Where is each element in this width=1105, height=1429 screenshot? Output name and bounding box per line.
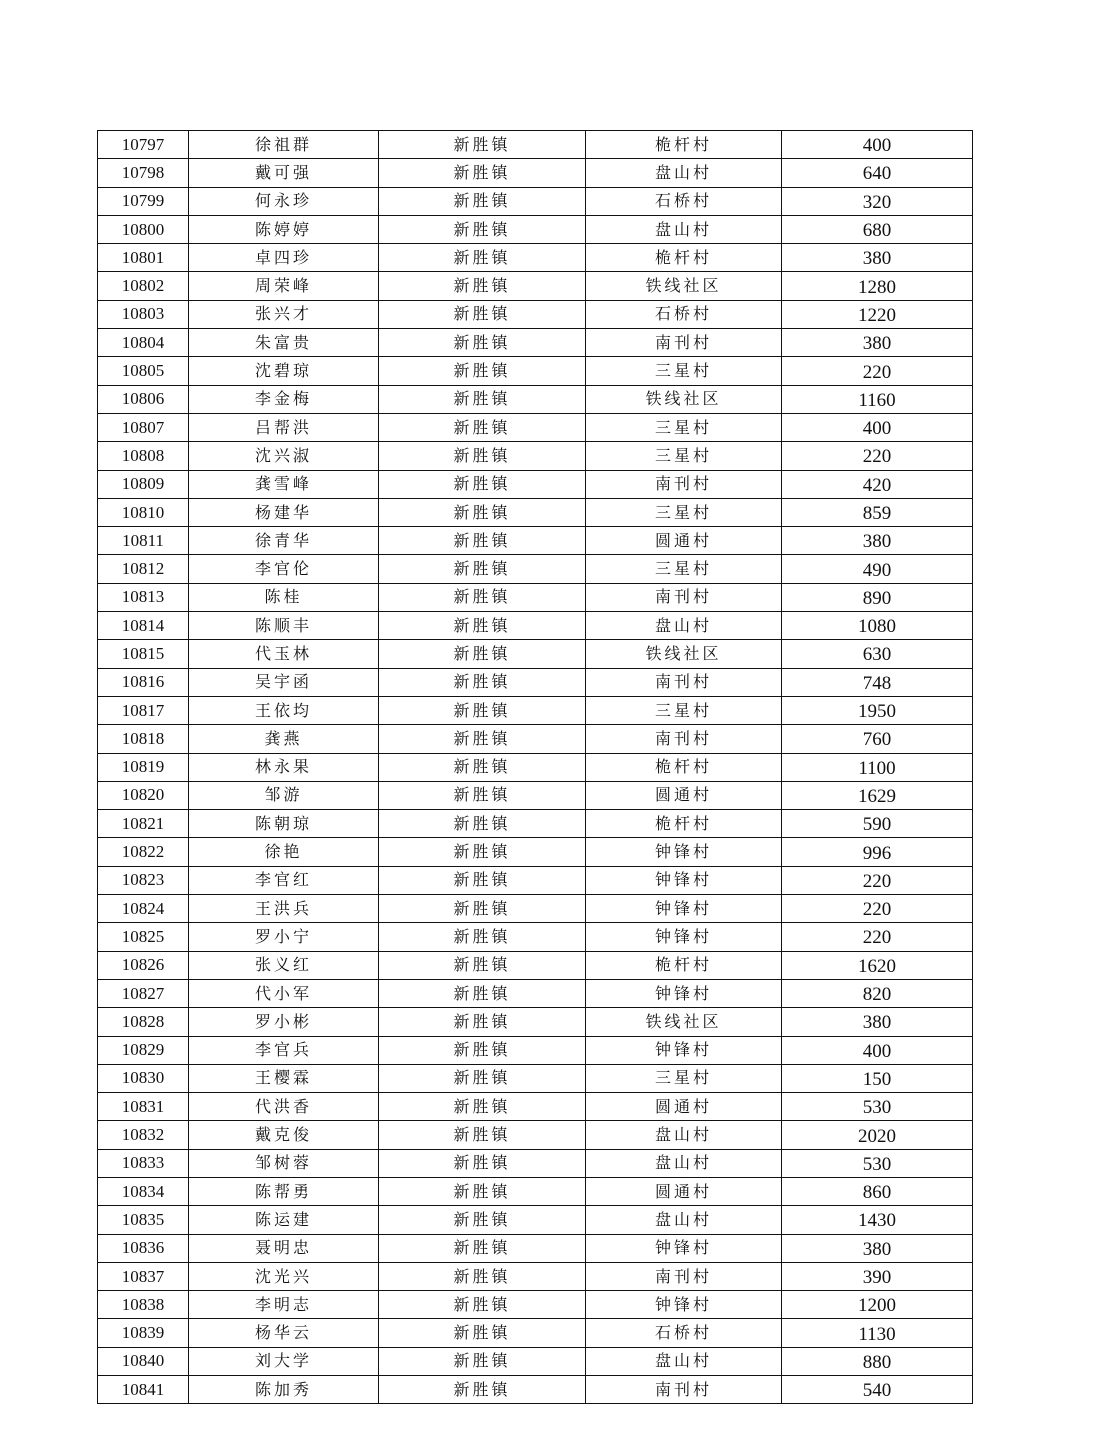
amount-cell: 530 <box>782 1093 973 1121</box>
table-row <box>98 442 973 470</box>
serial-number-cell: 10825 <box>98 923 189 951</box>
serial-number-cell: 10833 <box>98 1149 189 1177</box>
serial-number-cell: 10828 <box>98 1008 189 1036</box>
serial-number-cell: 10797 <box>98 131 189 159</box>
serial-number-cell: 10819 <box>98 753 189 781</box>
amount-cell: 1160 <box>782 385 973 413</box>
village-cell: 南刊村 <box>586 1262 782 1290</box>
table-row <box>98 1319 973 1347</box>
name-cell: 罗小彬 <box>189 1008 379 1036</box>
name-cell: 戴克俊 <box>189 1121 379 1149</box>
town-cell: 新胜镇 <box>379 1206 586 1234</box>
serial-number-cell: 10821 <box>98 810 189 838</box>
village-cell: 桅杆村 <box>586 951 782 979</box>
name-cell: 代玉林 <box>189 640 379 668</box>
serial-number-cell: 10836 <box>98 1234 189 1262</box>
amount-cell: 1200 <box>782 1291 973 1319</box>
table-row <box>98 159 973 187</box>
village-cell: 盘山村 <box>586 1149 782 1177</box>
table-row <box>98 357 973 385</box>
village-cell: 圆通村 <box>586 781 782 809</box>
town-cell: 新胜镇 <box>379 781 586 809</box>
amount-cell: 1280 <box>782 272 973 300</box>
serial-number-cell: 10802 <box>98 272 189 300</box>
village-cell: 盘山村 <box>586 612 782 640</box>
village-cell: 南刊村 <box>586 1376 782 1404</box>
table-row <box>98 725 973 753</box>
village-cell: 桅杆村 <box>586 244 782 272</box>
amount-cell: 1430 <box>782 1206 973 1234</box>
village-cell: 铁线社区 <box>586 385 782 413</box>
table-row <box>98 583 973 611</box>
town-cell: 新胜镇 <box>379 215 586 243</box>
village-cell: 铁线社区 <box>586 640 782 668</box>
village-cell: 南刊村 <box>586 725 782 753</box>
town-cell: 新胜镇 <box>379 1036 586 1064</box>
village-cell: 圆通村 <box>586 1177 782 1205</box>
table-row <box>98 300 973 328</box>
amount-cell: 540 <box>782 1376 973 1404</box>
amount-cell: 380 <box>782 1008 973 1036</box>
name-cell: 聂明忠 <box>189 1234 379 1262</box>
table-row <box>98 1347 973 1375</box>
amount-cell: 220 <box>782 442 973 470</box>
serial-number-cell: 10809 <box>98 470 189 498</box>
amount-cell: 1080 <box>782 612 973 640</box>
town-cell: 新胜镇 <box>379 498 586 526</box>
name-cell: 代洪香 <box>189 1093 379 1121</box>
serial-number-cell: 10839 <box>98 1319 189 1347</box>
serial-number-cell: 10823 <box>98 866 189 894</box>
amount-cell: 220 <box>782 895 973 923</box>
name-cell: 吕帮洪 <box>189 413 379 441</box>
amount-cell: 590 <box>782 810 973 838</box>
table-row <box>98 838 973 866</box>
village-cell: 桅杆村 <box>586 131 782 159</box>
table-row <box>98 1234 973 1262</box>
name-cell: 陈朝琼 <box>189 810 379 838</box>
serial-number-cell: 10807 <box>98 413 189 441</box>
table-row <box>98 470 973 498</box>
name-cell: 王樱霖 <box>189 1064 379 1092</box>
town-cell: 新胜镇 <box>379 272 586 300</box>
name-cell: 卓四珍 <box>189 244 379 272</box>
table-row <box>98 1376 973 1404</box>
table-row <box>98 527 973 555</box>
serial-number-cell: 10799 <box>98 187 189 215</box>
amount-cell: 880 <box>782 1347 973 1375</box>
table-row <box>98 1291 973 1319</box>
table-row <box>98 1064 973 1092</box>
village-cell: 铁线社区 <box>586 1008 782 1036</box>
serial-number-cell: 10820 <box>98 781 189 809</box>
name-cell: 张义红 <box>189 951 379 979</box>
amount-cell: 890 <box>782 583 973 611</box>
town-cell: 新胜镇 <box>379 1347 586 1375</box>
serial-number-cell: 10822 <box>98 838 189 866</box>
amount-cell: 630 <box>782 640 973 668</box>
village-cell: 钟锋村 <box>586 1291 782 1319</box>
name-cell: 吴宇函 <box>189 668 379 696</box>
amount-cell: 530 <box>782 1149 973 1177</box>
serial-number-cell: 10832 <box>98 1121 189 1149</box>
amount-cell: 748 <box>782 668 973 696</box>
village-cell: 南刊村 <box>586 583 782 611</box>
town-cell: 新胜镇 <box>379 640 586 668</box>
name-cell: 陈帮勇 <box>189 1177 379 1205</box>
amount-cell: 996 <box>782 838 973 866</box>
name-cell: 李明志 <box>189 1291 379 1319</box>
serial-number-cell: 10811 <box>98 527 189 555</box>
amount-cell: 320 <box>782 187 973 215</box>
town-cell: 新胜镇 <box>379 1064 586 1092</box>
amount-cell: 760 <box>782 725 973 753</box>
amount-cell: 380 <box>782 244 973 272</box>
table-row <box>98 1121 973 1149</box>
town-cell: 新胜镇 <box>379 923 586 951</box>
amount-cell: 400 <box>782 1036 973 1064</box>
village-cell: 盘山村 <box>586 215 782 243</box>
table-row <box>98 781 973 809</box>
town-cell: 新胜镇 <box>379 300 586 328</box>
table-row <box>98 1262 973 1290</box>
table-row <box>98 1093 973 1121</box>
village-cell: 钟锋村 <box>586 895 782 923</box>
table-row <box>98 612 973 640</box>
serial-number-cell: 10840 <box>98 1347 189 1375</box>
town-cell: 新胜镇 <box>379 696 586 724</box>
serial-number-cell: 10830 <box>98 1064 189 1092</box>
town-cell: 新胜镇 <box>379 951 586 979</box>
village-cell: 钟锋村 <box>586 1036 782 1064</box>
name-cell: 龚燕 <box>189 725 379 753</box>
table-row <box>98 187 973 215</box>
name-cell: 王洪兵 <box>189 895 379 923</box>
name-cell: 陈桂 <box>189 583 379 611</box>
serial-number-cell: 10814 <box>98 612 189 640</box>
village-cell: 盘山村 <box>586 1121 782 1149</box>
village-cell: 南刊村 <box>586 470 782 498</box>
town-cell: 新胜镇 <box>379 413 586 441</box>
serial-number-cell: 10812 <box>98 555 189 583</box>
village-cell: 南刊村 <box>586 329 782 357</box>
name-cell: 徐艳 <box>189 838 379 866</box>
table-row <box>98 866 973 894</box>
town-cell: 新胜镇 <box>379 895 586 923</box>
serial-number-cell: 10818 <box>98 725 189 753</box>
town-cell: 新胜镇 <box>379 1234 586 1262</box>
table-row <box>98 1149 973 1177</box>
name-cell: 徐祖群 <box>189 131 379 159</box>
amount-cell: 220 <box>782 866 973 894</box>
town-cell: 新胜镇 <box>379 187 586 215</box>
table-row <box>98 272 973 300</box>
village-cell: 石桥村 <box>586 300 782 328</box>
name-cell: 龚雪峰 <box>189 470 379 498</box>
village-cell: 石桥村 <box>586 1319 782 1347</box>
serial-number-cell: 10817 <box>98 696 189 724</box>
village-cell: 三星村 <box>586 357 782 385</box>
name-cell: 陈顺丰 <box>189 612 379 640</box>
town-cell: 新胜镇 <box>379 385 586 413</box>
table-row <box>98 951 973 979</box>
table-row <box>98 1177 973 1205</box>
amount-cell: 820 <box>782 979 973 1007</box>
amount-cell: 380 <box>782 329 973 357</box>
table-row <box>98 498 973 526</box>
name-cell: 陈加秀 <box>189 1376 379 1404</box>
serial-number-cell: 10810 <box>98 498 189 526</box>
name-cell: 徐青华 <box>189 527 379 555</box>
name-cell: 代小军 <box>189 979 379 1007</box>
village-cell: 三星村 <box>586 696 782 724</box>
amount-cell: 400 <box>782 131 973 159</box>
amount-cell: 1220 <box>782 300 973 328</box>
village-cell: 圆通村 <box>586 1093 782 1121</box>
table-row <box>98 413 973 441</box>
town-cell: 新胜镇 <box>379 612 586 640</box>
serial-number-cell: 10798 <box>98 159 189 187</box>
town-cell: 新胜镇 <box>379 527 586 555</box>
serial-number-cell: 10813 <box>98 583 189 611</box>
serial-number-cell: 10816 <box>98 668 189 696</box>
village-cell: 三星村 <box>586 555 782 583</box>
village-cell: 盘山村 <box>586 1347 782 1375</box>
amount-cell: 390 <box>782 1262 973 1290</box>
table-row <box>98 385 973 413</box>
town-cell: 新胜镇 <box>379 329 586 357</box>
name-cell: 何永珍 <box>189 187 379 215</box>
serial-number-cell: 10841 <box>98 1376 189 1404</box>
town-cell: 新胜镇 <box>379 470 586 498</box>
amount-cell: 490 <box>782 555 973 583</box>
village-cell: 钟锋村 <box>586 866 782 894</box>
amount-cell: 1620 <box>782 951 973 979</box>
amount-cell: 420 <box>782 470 973 498</box>
amount-cell: 1629 <box>782 781 973 809</box>
table-row <box>98 923 973 951</box>
name-cell: 李金梅 <box>189 385 379 413</box>
name-cell: 陈婷婷 <box>189 215 379 243</box>
serial-number-cell: 10835 <box>98 1206 189 1234</box>
table-row <box>98 244 973 272</box>
amount-cell: 220 <box>782 923 973 951</box>
serial-number-cell: 10808 <box>98 442 189 470</box>
serial-number-cell: 10838 <box>98 1291 189 1319</box>
village-cell: 三星村 <box>586 498 782 526</box>
town-cell: 新胜镇 <box>379 1291 586 1319</box>
village-cell: 桅杆村 <box>586 810 782 838</box>
serial-number-cell: 10806 <box>98 385 189 413</box>
town-cell: 新胜镇 <box>379 159 586 187</box>
amount-cell: 380 <box>782 527 973 555</box>
village-cell: 圆通村 <box>586 527 782 555</box>
town-cell: 新胜镇 <box>379 1149 586 1177</box>
village-cell: 铁线社区 <box>586 272 782 300</box>
amount-cell: 859 <box>782 498 973 526</box>
table-row <box>98 668 973 696</box>
town-cell: 新胜镇 <box>379 131 586 159</box>
amount-cell: 2020 <box>782 1121 973 1149</box>
serial-number-cell: 10834 <box>98 1177 189 1205</box>
village-cell: 钟锋村 <box>586 1234 782 1262</box>
serial-number-cell: 10826 <box>98 951 189 979</box>
town-cell: 新胜镇 <box>379 357 586 385</box>
table-row <box>98 895 973 923</box>
serial-number-cell: 10837 <box>98 1262 189 1290</box>
serial-number-cell: 10804 <box>98 329 189 357</box>
table-row <box>98 555 973 583</box>
name-cell: 杨建华 <box>189 498 379 526</box>
table-row <box>98 1036 973 1064</box>
serial-number-cell: 10805 <box>98 357 189 385</box>
village-cell: 钟锋村 <box>586 979 782 1007</box>
name-cell: 沈碧琼 <box>189 357 379 385</box>
table-row <box>98 810 973 838</box>
table-row <box>98 640 973 668</box>
town-cell: 新胜镇 <box>379 1093 586 1121</box>
town-cell: 新胜镇 <box>379 668 586 696</box>
town-cell: 新胜镇 <box>379 1262 586 1290</box>
name-cell: 邹游 <box>189 781 379 809</box>
amount-cell: 1950 <box>782 696 973 724</box>
table-body <box>98 131 973 1404</box>
village-cell: 三星村 <box>586 413 782 441</box>
village-cell: 南刊村 <box>586 668 782 696</box>
village-cell: 三星村 <box>586 1064 782 1092</box>
town-cell: 新胜镇 <box>379 1008 586 1036</box>
town-cell: 新胜镇 <box>379 1121 586 1149</box>
serial-number-cell: 10829 <box>98 1036 189 1064</box>
subsidy-table <box>97 130 973 1404</box>
table-row <box>98 979 973 1007</box>
table-row <box>98 1206 973 1234</box>
town-cell: 新胜镇 <box>379 244 586 272</box>
name-cell: 周荣峰 <box>189 272 379 300</box>
village-cell: 盘山村 <box>586 1206 782 1234</box>
amount-cell: 1130 <box>782 1319 973 1347</box>
name-cell: 刘大学 <box>189 1347 379 1375</box>
name-cell: 王依均 <box>189 696 379 724</box>
amount-cell: 640 <box>782 159 973 187</box>
name-cell: 林永果 <box>189 753 379 781</box>
table-row <box>98 753 973 781</box>
town-cell: 新胜镇 <box>379 442 586 470</box>
town-cell: 新胜镇 <box>379 725 586 753</box>
village-cell: 三星村 <box>586 442 782 470</box>
name-cell: 沈兴淑 <box>189 442 379 470</box>
town-cell: 新胜镇 <box>379 753 586 781</box>
town-cell: 新胜镇 <box>379 1376 586 1404</box>
amount-cell: 680 <box>782 215 973 243</box>
table-row <box>98 1008 973 1036</box>
serial-number-cell: 10815 <box>98 640 189 668</box>
amount-cell: 860 <box>782 1177 973 1205</box>
table-row <box>98 696 973 724</box>
name-cell: 李官红 <box>189 866 379 894</box>
table-row <box>98 215 973 243</box>
serial-number-cell: 10801 <box>98 244 189 272</box>
town-cell: 新胜镇 <box>379 810 586 838</box>
town-cell: 新胜镇 <box>379 838 586 866</box>
serial-number-cell: 10827 <box>98 979 189 1007</box>
town-cell: 新胜镇 <box>379 555 586 583</box>
name-cell: 张兴才 <box>189 300 379 328</box>
amount-cell: 400 <box>782 413 973 441</box>
name-cell: 李官伦 <box>189 555 379 583</box>
amount-cell: 380 <box>782 1234 973 1262</box>
name-cell: 戴可强 <box>189 159 379 187</box>
town-cell: 新胜镇 <box>379 1319 586 1347</box>
name-cell: 邹树蓉 <box>189 1149 379 1177</box>
name-cell: 朱富贵 <box>189 329 379 357</box>
name-cell: 杨华云 <box>189 1319 379 1347</box>
town-cell: 新胜镇 <box>379 583 586 611</box>
name-cell: 罗小宁 <box>189 923 379 951</box>
name-cell: 沈光兴 <box>189 1262 379 1290</box>
town-cell: 新胜镇 <box>379 1177 586 1205</box>
serial-number-cell: 10803 <box>98 300 189 328</box>
name-cell: 陈运建 <box>189 1206 379 1234</box>
town-cell: 新胜镇 <box>379 866 586 894</box>
name-cell: 李官兵 <box>189 1036 379 1064</box>
table-row <box>98 329 973 357</box>
serial-number-cell: 10800 <box>98 215 189 243</box>
town-cell: 新胜镇 <box>379 979 586 1007</box>
village-cell: 钟锋村 <box>586 923 782 951</box>
village-cell: 钟锋村 <box>586 838 782 866</box>
village-cell: 石桥村 <box>586 187 782 215</box>
serial-number-cell: 10831 <box>98 1093 189 1121</box>
amount-cell: 1100 <box>782 753 973 781</box>
table-row <box>98 131 973 159</box>
village-cell: 盘山村 <box>586 159 782 187</box>
serial-number-cell: 10824 <box>98 895 189 923</box>
village-cell: 桅杆村 <box>586 753 782 781</box>
amount-cell: 150 <box>782 1064 973 1092</box>
amount-cell: 220 <box>782 357 973 385</box>
